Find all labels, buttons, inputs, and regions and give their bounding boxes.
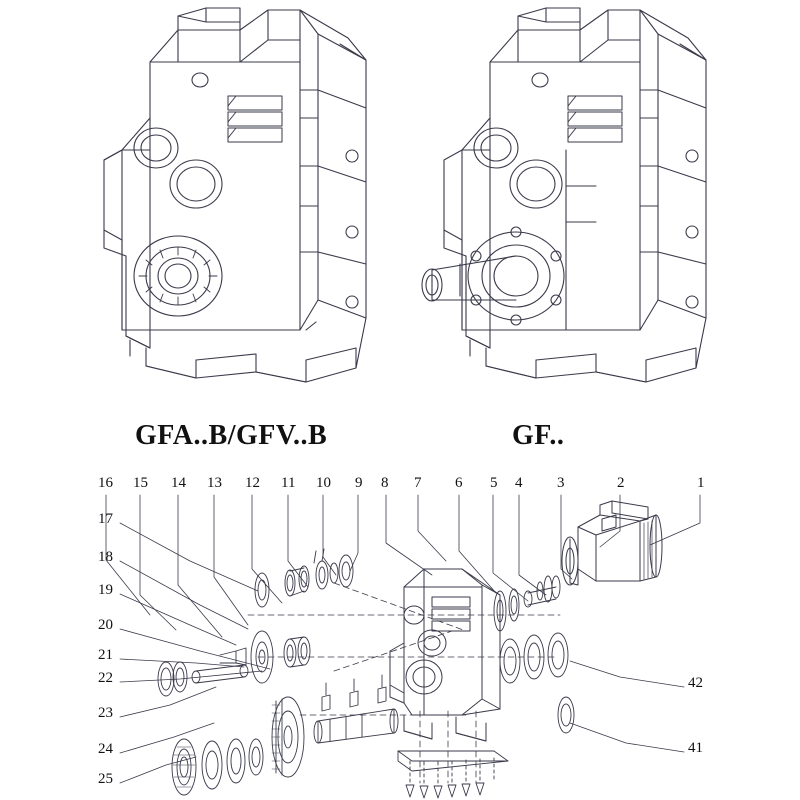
bearing-group-bottom — [172, 739, 263, 795]
seal-ring-group — [255, 549, 353, 607]
exploded-parts-diagram — [0, 465, 800, 800]
input-shaft-group — [494, 576, 560, 631]
callout-20: 20 — [98, 617, 113, 633]
callout-23: 23 — [98, 705, 113, 721]
base-plate-part — [398, 751, 508, 798]
gearbox-view-left — [104, 8, 366, 382]
callout-21: 21 — [98, 647, 113, 663]
callout-18: 18 — [98, 549, 113, 565]
callout-14: 14 — [171, 475, 186, 491]
gearbox-view-right — [422, 8, 706, 382]
callout-25: 25 — [98, 771, 113, 787]
callout-16: 16 — [98, 475, 113, 491]
callout-13: 13 — [207, 475, 222, 491]
callout-41: 41 — [688, 740, 703, 756]
caption-gf: GF.. — [512, 420, 565, 451]
leader-lines-right — [570, 661, 684, 752]
callout-42: 42 — [688, 675, 703, 691]
housing-part — [390, 569, 500, 741]
callout-3: 3 — [557, 475, 565, 491]
callout-1: 1 — [697, 475, 705, 491]
output-shaft-part — [314, 675, 398, 743]
leader-lines-left — [120, 523, 270, 783]
callout-11: 11 — [281, 475, 296, 491]
shaft-group — [158, 662, 248, 696]
callout-22: 22 — [98, 670, 113, 686]
callout-5: 5 — [490, 475, 498, 491]
callout-24: 24 — [98, 741, 113, 757]
callout-10: 10 — [316, 475, 331, 491]
callout-4: 4 — [515, 475, 523, 491]
callout-6: 6 — [455, 475, 463, 491]
callout-8: 8 — [381, 475, 389, 491]
motor-adapter-part — [562, 501, 662, 585]
figure-captions — [0, 410, 800, 465]
caption-gfab-gfvb: GFA..B/GFV..B — [135, 420, 328, 451]
callout-7: 7 — [414, 475, 422, 491]
gear-wheel-small — [220, 631, 310, 683]
callout-19: 19 — [98, 582, 113, 598]
callout-9: 9 — [355, 475, 363, 491]
callout-15: 15 — [133, 475, 148, 491]
callout-2: 2 — [617, 475, 625, 491]
cover-rings-group — [500, 633, 574, 733]
callout-17: 17 — [98, 511, 113, 527]
callout-12: 12 — [245, 475, 260, 491]
gear-wheel-large — [272, 697, 304, 777]
